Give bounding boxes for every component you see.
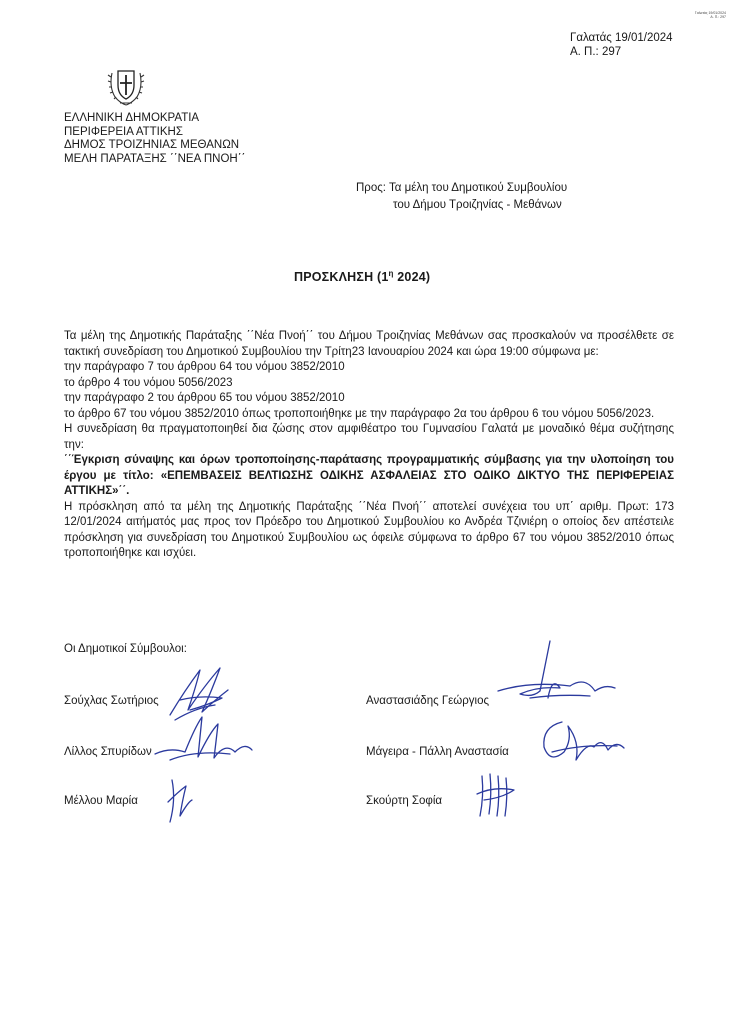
recipient-line-2: του Δήμου Τροιζηνίας - Μεθάνων — [393, 199, 562, 211]
document-title — [294, 269, 430, 284]
sender-line: ΜΕΛΗ ΠΑΡΑΤΑΞΗΣ ΄΄ΝΕΑ ΠΝΟΗ΄΄ — [64, 152, 246, 165]
signature-mageira-palli — [532, 712, 632, 772]
signature-lillos — [150, 712, 260, 767]
letter-body — [64, 329, 674, 562]
legal-basis-item: το άρθρο 4 του νόμου 5056/2023 — [64, 376, 233, 389]
intro-paragraph: Τα μέλη της Δημοτικής Παράταξης ΄΄Νέα Πνοή΄΄ του Δήμου Τροιζηνίας Μεθάνων σας προσκαλούν να προσέλθετε σε τακτική συνεδρίαση του Δημοτικού Συμβουλίου την Τρίτη23 Ιανουαρίου 2024 και ώρα 19:00 σύμφωνα με: — [64, 330, 674, 358]
corner-stamp-line: Γαλατάς 19/01/2024 — [694, 11, 726, 15]
greek-coat-of-arms-emblem — [106, 63, 146, 109]
sender-block — [64, 112, 245, 166]
title-year: 2024) — [393, 270, 431, 285]
signatory-name-mellou: Μέλλου Μαρία — [64, 795, 138, 807]
signatory-name-anastasiadis: Αναστασιάδης Γεώργιος — [366, 695, 490, 707]
legal-basis-item: το άρθρο 67 του νόμου 3852/2010 όπως τροποποιήθηκε με την παράγραφο 2α του άρθρου 6 του νόμου 5056/2023. — [64, 407, 655, 420]
session-paragraph: Η συνεδρίαση θα πραγματοποιηθεί δια ζώσης στον αμφιθέατρο του Γυμνασίου Γαλατά με μοναδικό θέμα συζήτησης την: — [64, 423, 674, 451]
meeting-subject: ΄΄Έγκριση σύναψης και όρων τροποποίησης-παράτασης προγραμματικής σύμβασης για την υλοποίηση του έργου με τίτλο: «ΕΠΕΜΒΑΣΕΙΣ ΒΕΛΤΙΩΣΗΣ ΟΔΙΚΗΣ ΑΣΦΑΛΕΙΑΣ ΣΤΟ ΟΔΙΚΟ ΔΙΚΤΥΟ ΤΗΣ ΠΕΡΙΦΕΡΕΙΑΣ ΑΤΤΙΚΗΣ»΄΄. — [64, 454, 674, 497]
legal-basis-item: την παράγραφο 2 του άρθρου 65 του νόμου 3852/2010 — [64, 392, 345, 404]
signatory-name-souchlas: Σούχλας Σωτήριος — [64, 695, 159, 707]
legal-basis-item: την παράγραφο 7 του άρθρου 64 του νόμου 3852/2010 — [64, 361, 345, 373]
signatory-name-lillos: Λίλλος Σπυρίδων — [64, 746, 152, 758]
sender-line: ΠΕΡΙΦΕΡΕΙΑ ΑΤΤΙΚΗΣ — [64, 125, 183, 138]
date-protocol-block — [570, 32, 673, 59]
signature-anastasiadis — [490, 636, 620, 716]
date-line: Γαλατάς 19/01/2024 — [570, 32, 673, 44]
signatory-name-mageira-palli: Μάγειρα - Πάλλη Αναστασία — [366, 746, 509, 758]
corner-stamp — [666, 11, 726, 19]
sender-line: ΔΗΜΟΣ ΤΡΟΙΖΗΝΙΑΣ ΜΕΘΑΝΩΝ — [64, 139, 240, 151]
signature-mellou — [160, 772, 200, 832]
signatory-name-skourti: Σκούρτη Σοφία — [366, 795, 443, 807]
recipient-line-1: Προς: Τα μέλη του Δημοτικού Συμβουλίου — [356, 182, 568, 194]
title-main: ΠΡΟΣΚΛΗΣΗ (1 — [294, 270, 389, 285]
signature-skourti — [472, 766, 522, 826]
corner-stamp-line: Α. Π.: 297 — [710, 15, 726, 19]
title-superscript: η — [388, 269, 394, 278]
closing-paragraph: Η πρόσκληση από τα μέλη της Δημοτικής Παράταξης ΄΄Νέα Πνοή΄΄ αποτελεί συνέχεια του υπ΄ αριθμ. Πρωτ: 173 12/01/2024 αιτήματός μας προς τον Πρόεδρο του Δημοτικού Συμβουλίου κο Ανδρέα Τζινιέρη ο οποίος δεν απέστειλε πρόσκληση για συνεδρίαση του Δημοτικού Συμβουλίου ως όφειλε σύμφωνα το άρθρο 67 του νόμου 3852/2010 όπως τροποποιήθηκε και ισχύει. — [64, 500, 674, 559]
signatories-heading: Οι Δημοτικοί Σύμβουλοι: — [64, 643, 187, 655]
protocol-number: Α. Π.: 297 — [570, 45, 622, 58]
sender-line: ΕΛΛΗΝΙΚΗ ΔΗΜΟΚΡΑΤΙΑ — [64, 112, 200, 124]
